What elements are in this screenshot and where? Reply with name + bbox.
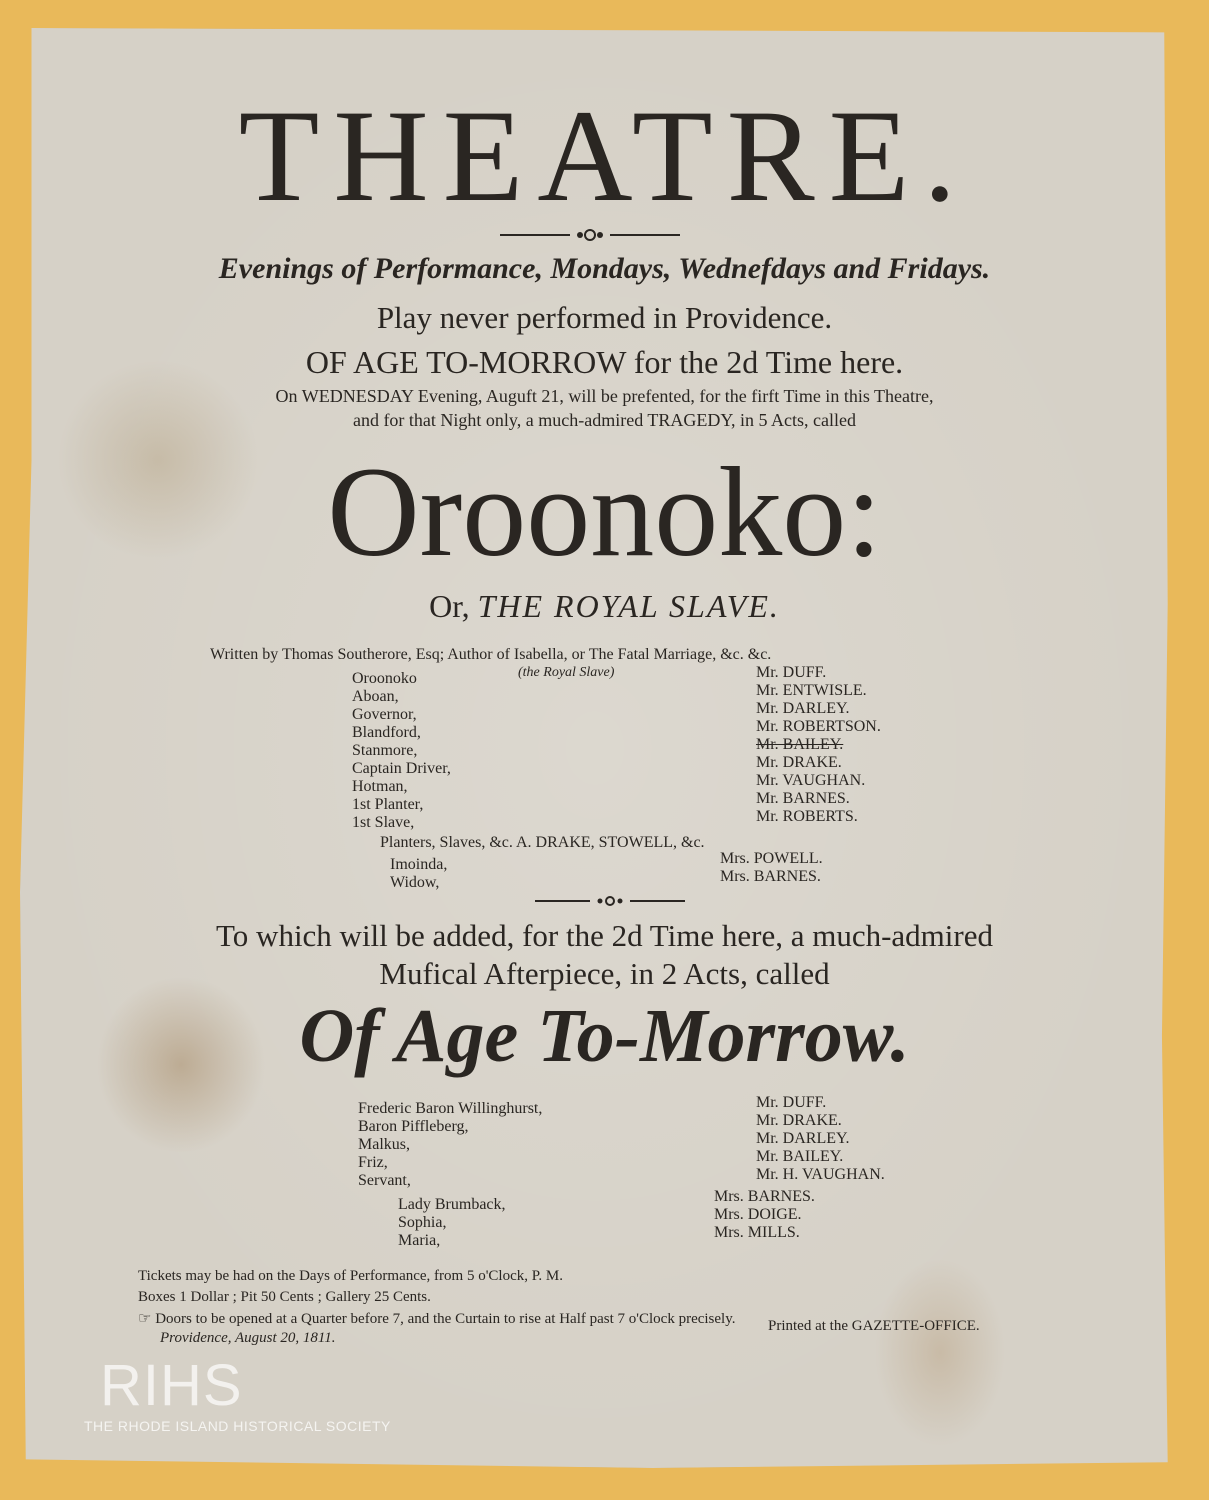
cast-role: 1st Planter, <box>352 796 424 813</box>
cast-role: Blandford, <box>352 724 421 741</box>
cast-role: Imoinda, <box>390 856 448 873</box>
cast-actor: Mr. DARLEY. <box>756 700 850 717</box>
cast-actors <box>756 664 881 826</box>
cast-roles <box>352 670 451 832</box>
cast-role: Governor, <box>352 706 417 723</box>
cast-role: Friz, <box>358 1154 388 1171</box>
of-age-notice: OF AGE TO-MORROW for the 2d Time here. <box>305 344 904 380</box>
cast-actor: Mr. DRAKE. <box>756 1112 842 1129</box>
theatre-title: THEATRE. <box>238 82 971 229</box>
playbill-sheet <box>20 28 1170 1468</box>
written-by: Written by Thomas Southerore, Esq; Author of Isabella, or The Fatal Marriage, &c. &c. <box>210 646 772 663</box>
cast-actor: Mr. VAUGHAN. <box>756 772 866 789</box>
cast-actor: Mrs. MILLS. <box>714 1224 800 1241</box>
play-title: Oroonoko: <box>327 441 882 583</box>
cast-actor: Mrs. BARNES. <box>714 1188 815 1205</box>
prices-line: Boxes 1 Dollar ; Pit 50 Cents ; Gallery 25 Cents. <box>138 1289 431 1305</box>
cast-role: Aboan, <box>352 688 399 705</box>
cast-actor: Mr. ENTWISLE. <box>756 682 867 699</box>
cast-role: Stanmore, <box>352 742 418 759</box>
cast-actor: Mr. ROBERTS. <box>756 808 858 825</box>
play-subtitle <box>0 588 1209 625</box>
cast-role: Frederic Baron Willinghurst, <box>358 1100 543 1117</box>
afterpiece-actors <box>756 1094 885 1184</box>
tickets-line: Tickets may be had on the Days of Performance, from 5 o'Clock, P. M. <box>138 1268 563 1284</box>
ornament-divider <box>500 228 680 242</box>
doors-line <box>138 1309 736 1328</box>
cast-role: Oroonoko <box>352 670 417 687</box>
cast-role: Baron Piffleberg, <box>358 1118 469 1135</box>
female-actors <box>720 850 823 886</box>
rihs-name: THE RHODE ISLAND HISTORICAL SOCIETY <box>84 1418 391 1434</box>
afterpiece-female-actors <box>714 1188 815 1242</box>
subtitle-text: THE ROYAL SLAVE. <box>477 588 780 624</box>
cast-actor: Mr. BAILEY. <box>756 1148 844 1165</box>
afterpiece-intro-2: Mufical Afterpiece, in 2 Acts, called <box>379 956 830 991</box>
cast-actor: Mr. BARNES. <box>756 790 850 807</box>
cast-role: Lady Brumback, <box>398 1196 506 1213</box>
planters-line: Planters, Slaves, &c. A. DRAKE, STOWELL, &c. <box>380 834 705 851</box>
cast-role: Servant, <box>358 1172 411 1189</box>
cast-actor: Mrs. DOIGE. <box>714 1206 802 1223</box>
subtitle-prefix: Or, <box>429 588 470 624</box>
cast-actor: Mr. H. VAUGHAN. <box>756 1166 885 1183</box>
cast-role: Hotman, <box>352 778 408 795</box>
cast-actor: Mrs. POWELL. <box>720 850 823 867</box>
female-roles <box>390 856 447 892</box>
never-performed-line: Play never performed in Providence. <box>376 300 833 335</box>
cast-role: Captain Driver, <box>352 760 451 777</box>
rihs-logo: RIHS <box>100 1353 243 1418</box>
cast-role: 1st Slave, <box>352 814 415 831</box>
performance-evenings: Evenings of Performance, Mondays, Wednefdays and Fridays. <box>218 252 991 285</box>
cast-actor: Mr. DRAKE. <box>756 754 842 771</box>
printed-at: Printed at the GAZETTE-OFFICE. <box>768 1318 980 1334</box>
cast-actor: Mr. ROBERTSON. <box>756 718 881 735</box>
afterpiece-title: Of Age To-Morrow. <box>299 994 910 1078</box>
ornament-divider-2 <box>535 895 685 907</box>
afterpiece-female-roles <box>398 1196 506 1250</box>
afterpiece-roles <box>358 1100 542 1190</box>
cast-role: Maria, <box>398 1232 441 1249</box>
cast-actor: Mr. DUFF. <box>756 1094 827 1111</box>
cast-actor: Mrs. BARNES. <box>720 868 821 885</box>
cast-actor: Mr. DARLEY. <box>756 1130 850 1147</box>
place-date: Providence, August 20, 1811. <box>160 1330 336 1346</box>
cast-role: Sophia, <box>398 1214 447 1231</box>
royal-slave-note: (the Royal Slave) <box>518 665 615 680</box>
cast-role: Malkus, <box>358 1136 410 1153</box>
afterpiece-intro-1: To which will be added, for the 2d Time here, a much-admired <box>216 918 993 953</box>
cast-actor: Mr. DUFF. <box>756 664 827 681</box>
wednesday-announcement-1: On WEDNESDAY Evening, Auguft 21, will be prefented, for the firft Time in this Theatre, <box>275 386 934 406</box>
cast-role: Widow, <box>390 874 440 891</box>
wednesday-announcement-2: and for that Night only, a much-admired TRAGEDY, in 5 Acts, called <box>352 410 857 430</box>
doors-text: Doors to be opened at a Quarter before 7, and the Curtain to rise at Half past 7 o'Clock precisely. <box>155 1311 736 1327</box>
cast-actor: Mr. BAILEY. <box>756 736 844 753</box>
pointing-hand-icon: ☞ <box>138 1311 152 1327</box>
